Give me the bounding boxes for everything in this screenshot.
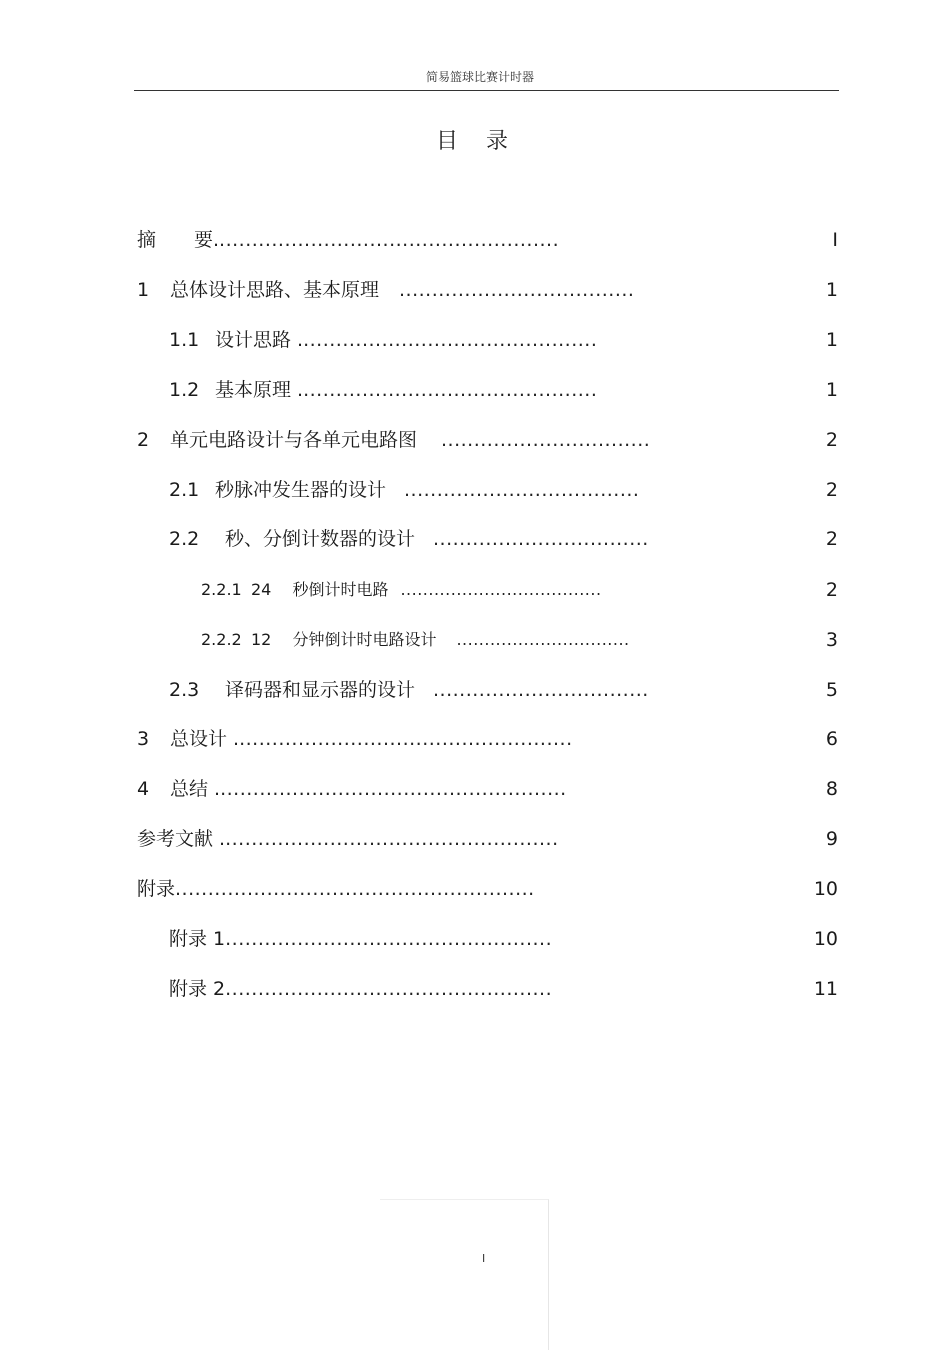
toc-leader-dots: .................................................. <box>225 978 553 1000</box>
toc-entry-label: 总设计 . <box>170 728 240 750</box>
toc-entry-label: 译码器和显示器的设计 <box>225 679 416 701</box>
toc-entry-label: 参考文献 . <box>137 828 226 850</box>
toc-leader-dots: .................................................. <box>225 928 553 950</box>
page-number: I <box>482 1252 486 1265</box>
toc-leader-dots: ..................................................... <box>220 778 567 800</box>
toc-page-number: 3 <box>825 629 838 651</box>
toc-entry[interactable] <box>137 725 573 753</box>
toc-entry-label: 设计思路 . <box>215 329 304 351</box>
running-header: 简易篮球比赛计时器 <box>425 70 534 84</box>
toc-entry[interactable] <box>201 576 602 604</box>
toc-entry[interactable] <box>169 326 597 354</box>
toc-leader-dots: ................................. <box>433 528 649 550</box>
toc-entry[interactable] <box>137 426 650 454</box>
toc-entry-label: 总结 . <box>170 778 221 800</box>
toc-entry-label: 附录 2 <box>169 978 226 1000</box>
toc-entry-number: 3 <box>137 728 150 750</box>
toc-page-number: 5 <box>825 679 838 701</box>
toc-leader-dots: ................................................... <box>239 728 573 750</box>
toc-leader-dots: ................................................... <box>225 828 559 850</box>
toc-page-number: 2 <box>825 528 838 550</box>
toc-leader-dots: ....................................................... <box>175 878 535 900</box>
toc-entry-label: 摘 要. <box>137 229 220 251</box>
toc-leader-dots: ................................ <box>441 429 651 451</box>
toc-entry-number: 2.3 <box>169 679 200 701</box>
toc-entry-number: 1.2 <box>169 379 200 401</box>
toc-leader-dots: ............................... <box>456 630 630 649</box>
toc-entry[interactable] <box>137 775 567 803</box>
toc-entry-number: 1 <box>137 279 150 301</box>
toc-entry-label: 附录 1 <box>169 928 226 950</box>
toc-leader-dots: .................................................... <box>219 229 560 251</box>
toc-entry-number: 2.2.1 <box>201 580 242 599</box>
toc-page-number: 1 <box>825 279 838 301</box>
toc-entry-label: 总体设计思路、基本原理 <box>170 279 380 301</box>
toc-page-number: 1 <box>825 379 838 401</box>
toc-entry-number: 2.2.2 <box>201 630 242 649</box>
toc-page-number: 2 <box>825 579 838 601</box>
toc-page-number: 11 <box>813 978 838 1000</box>
toc-entry-number: 2.1 <box>169 479 200 501</box>
toc-entry-label: 基本原理 . <box>215 379 304 401</box>
toc-leader-dots: ................................. <box>433 679 649 701</box>
toc-page-number: 2 <box>825 479 838 501</box>
toc-leader-dots: ............................................. <box>303 329 598 351</box>
toc-entry[interactable] <box>137 825 559 853</box>
toc-leader-dots: ............................................. <box>303 379 598 401</box>
toc-entry[interactable] <box>169 676 649 704</box>
toc-page-number: 6 <box>825 728 838 750</box>
toc-entry[interactable] <box>169 925 552 953</box>
toc-page-number: 10 <box>813 928 838 950</box>
toc-entry-number: 2.2 <box>169 528 200 550</box>
toc-entry-label: 单元电路设计与各单元电路图 <box>170 429 418 451</box>
toc-page-number: 9 <box>825 828 838 850</box>
toc-leader-dots: .................................... <box>404 479 640 501</box>
toc-entry[interactable] <box>169 525 649 553</box>
toc-entry[interactable] <box>137 226 559 254</box>
toc-entry[interactable] <box>201 626 630 654</box>
toc-page-number: 2 <box>825 429 838 451</box>
toc-leader-dots: .................................... <box>400 580 602 599</box>
toc-entry-number: 4 <box>137 778 150 800</box>
footer-frame <box>380 1199 549 1350</box>
toc-entry-label: 秒、分倒计数器的设计 <box>225 528 416 550</box>
toc-page-number: 10 <box>813 878 838 900</box>
toc-entry-label: 24 秒倒计时电路 <box>251 580 389 599</box>
toc-page-number: 1 <box>825 329 838 351</box>
toc-entry[interactable] <box>169 476 639 504</box>
toc-entry-number: 2 <box>137 429 150 451</box>
toc-entry-label: 12 分钟倒计时电路设计 <box>251 630 437 649</box>
toc-page-number: I <box>832 229 838 251</box>
toc-entry-number: 1.1 <box>169 329 200 351</box>
toc-entry[interactable] <box>169 376 597 404</box>
toc-entry-label: 秒脉冲发生器的设计 <box>215 479 387 501</box>
toc-entry[interactable] <box>137 276 634 304</box>
toc-title: 目录 <box>435 129 536 154</box>
toc-entry-label: 附录 <box>137 878 176 900</box>
toc-page-number: 8 <box>825 778 838 800</box>
toc-entry[interactable] <box>169 975 552 1003</box>
toc-entry[interactable] <box>137 875 535 903</box>
toc-leader-dots: .................................... <box>399 279 635 301</box>
